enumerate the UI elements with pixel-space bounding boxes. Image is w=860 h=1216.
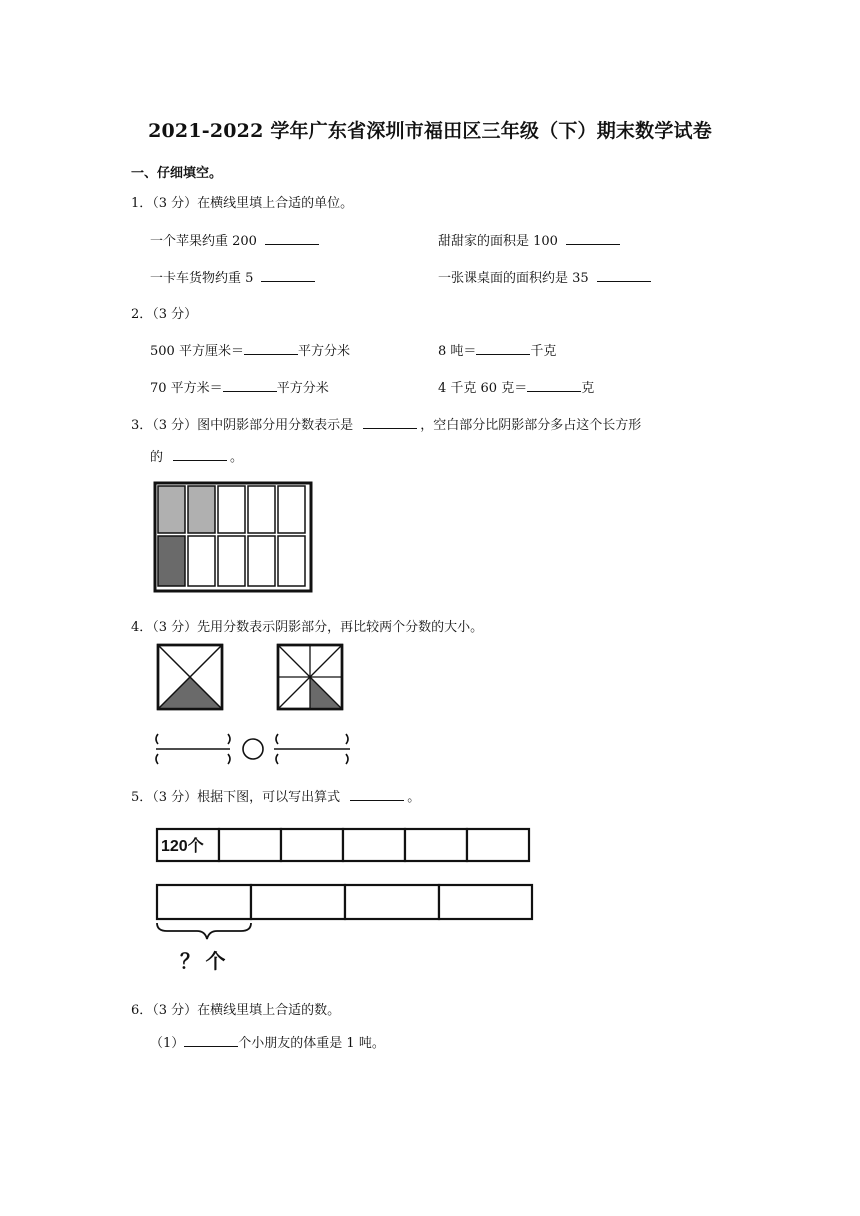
question-text: （3 分）先用分数表示阴影部分，再比较两个分数的大小。 (152, 620, 484, 635)
shaded-cell (158, 536, 185, 586)
q2-item-a (150, 340, 350, 359)
punct: 。 (230, 450, 244, 465)
question-text: （3 分）在横线里填上合适的单位。 (152, 196, 354, 211)
answer-blank[interactable] (527, 379, 581, 392)
question-number: 3． (131, 418, 153, 433)
q2-item-c-prefix: 70 平方米＝ (150, 381, 223, 396)
question-text: （3 分）在横线里填上合适的数。 (152, 1003, 341, 1018)
question-5 (131, 786, 420, 805)
q2-item-b-prefix: 8 吨＝ (438, 344, 477, 359)
sub-text: 个小朋友的体重是 1 吨。 (238, 1036, 385, 1051)
q2-item-b (438, 340, 556, 359)
answer-blank[interactable] (476, 342, 530, 355)
question-1 (131, 192, 353, 211)
question-text-cont: 的 (150, 450, 164, 465)
square-left (158, 645, 222, 709)
question-text: （3 分）根据下图，可以写出算式 (152, 790, 341, 805)
q1-item-b-text: 甜甜家的面积是 100 (438, 234, 558, 249)
q1-item-a-text: 一个苹果约重 200 (150, 234, 257, 249)
q5-bar-figure (150, 820, 540, 980)
q4-squares-figure (150, 640, 360, 775)
q2-item-a-prefix: 500 平方厘米＝ (150, 344, 244, 359)
section-heading: 一、仔细填空。 (131, 166, 223, 181)
fraction-compare[interactable] (156, 734, 350, 764)
answer-blank[interactable] (265, 232, 319, 245)
answer-blank[interactable] (184, 1034, 238, 1047)
q2-item-c (150, 377, 329, 396)
question-4 (131, 616, 483, 635)
q1-item-c (150, 267, 318, 286)
question-6 (131, 999, 340, 1018)
q2-item-d (438, 377, 594, 396)
q2-item-d-unit: 克 (581, 381, 595, 396)
q2-item-d-prefix: 4 千克 60 克＝ (438, 381, 528, 396)
question-text: （3 分）图中阴影部分用分数表示是 (152, 418, 354, 433)
q6-sub-1 (150, 1032, 385, 1051)
answer-blank[interactable] (223, 379, 277, 392)
q2-item-a-unit: 平方分米 (297, 344, 350, 359)
question-text: （3 分） (152, 307, 198, 322)
shaded-cell (158, 486, 185, 533)
page-title: 2021-2022 学年广东省深圳市福田区三年级（下）期末数学试卷 (148, 120, 712, 142)
question-text-cont: ，空白部分比阴影部分多占这个长方形 (420, 418, 642, 433)
q1-item-b (438, 230, 623, 249)
answer-blank[interactable] (363, 416, 417, 429)
answer-blank[interactable] (566, 232, 620, 245)
question-number: 2． (131, 307, 153, 322)
answer-blank[interactable] (597, 269, 651, 282)
bar-label-120: 120个 (161, 838, 204, 855)
q1-item-d (438, 267, 654, 286)
question-number: 4． (131, 620, 153, 635)
answer-blank[interactable] (173, 448, 227, 461)
q1-item-d-text: 一张课桌面的面积约是 35 (438, 271, 589, 286)
q1-item-c-text: 一卡车货物约重 5 (150, 271, 254, 286)
unknown-label: ？ 个 (180, 951, 226, 973)
question-number: 6． (131, 1003, 153, 1018)
q1-item-a (150, 230, 322, 249)
square-right (278, 645, 342, 709)
question-number: 1． (131, 196, 153, 211)
answer-blank[interactable] (244, 342, 298, 355)
brace (157, 923, 251, 939)
answer-blank[interactable] (261, 269, 315, 282)
q2-item-c-unit: 平方分米 (276, 381, 329, 396)
shaded-cell (188, 486, 215, 533)
question-2 (131, 303, 197, 322)
question-number: 5． (131, 790, 153, 805)
q2-item-b-unit: 千克 (530, 344, 557, 359)
punct: 。 (407, 790, 421, 805)
question-3 (131, 414, 641, 433)
sub-number: （1） (150, 1036, 185, 1051)
answer-blank[interactable] (350, 788, 404, 801)
q3-rectangle-figure (150, 478, 316, 596)
question-3-line2 (150, 446, 243, 465)
